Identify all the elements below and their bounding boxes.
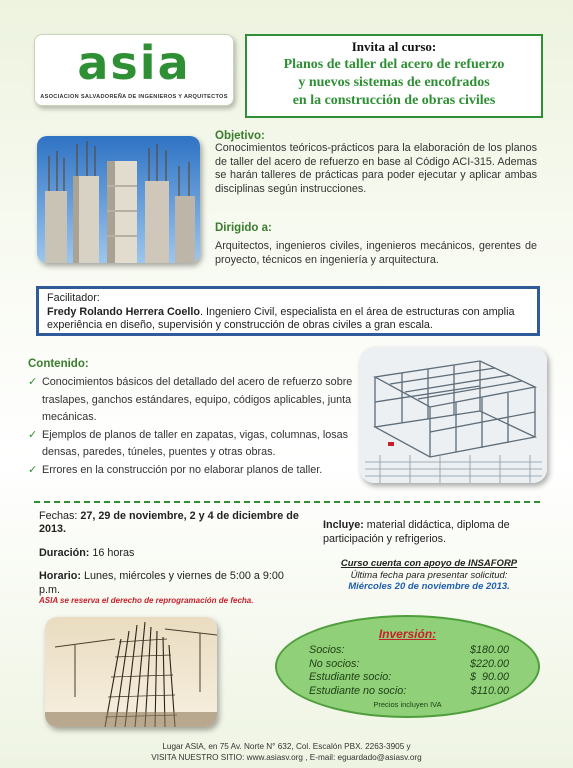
objective-heading: Objetivo: bbox=[215, 130, 265, 142]
price-row bbox=[309, 685, 509, 699]
support-sponsor: Curso cuenta con apoyo de INSAFORP bbox=[340, 558, 518, 569]
dates-info bbox=[39, 510, 309, 536]
concrete-columns-photo bbox=[37, 136, 200, 263]
audience-heading: Dirigido a: bbox=[215, 222, 272, 234]
duration-value: 16 horas bbox=[89, 547, 135, 559]
check-icon: ✓ bbox=[28, 376, 38, 388]
facilitator-text bbox=[47, 306, 529, 333]
includes-value: material didáctica, diploma de participación y refrigerios. bbox=[323, 519, 510, 545]
schedule-value: Lunes, miércoles y viernes de 5:00 a 9:00 p.m. bbox=[39, 570, 284, 596]
price-label: Estudiante no socio: bbox=[309, 684, 407, 697]
schedule-label: Horario: bbox=[39, 570, 81, 582]
title-invite: Invita al curso: bbox=[351, 39, 437, 54]
price-row bbox=[309, 658, 509, 672]
steel-structure-model-image bbox=[360, 347, 547, 483]
objective-text: Conocimientos teóricos-prácticos para la elaboración de los planos de taller del acero de refuerzo en base al Código ACI-315. Ademas se harán talleres de prácticas para poder ejecutar y aplicar ambas disciplinas según instrucciones. bbox=[215, 142, 537, 195]
course-title-line-1: Planos de taller del acero de refuerzo bbox=[283, 57, 505, 72]
pricing-ellipse bbox=[275, 615, 540, 718]
asia-logo bbox=[34, 34, 234, 106]
deadline-date: Miércoles 20 de noviembre de 2013. bbox=[348, 581, 510, 592]
check-icon: ✓ bbox=[28, 428, 38, 441]
content-item-text: Ejemplos de planos de taller en zapatas, vigas, columnas, losas densas, paredes, túneles, puentes y otras obras. bbox=[42, 428, 349, 459]
objective-section bbox=[215, 130, 537, 196]
facilitator-box bbox=[36, 286, 540, 336]
support-info bbox=[316, 558, 542, 593]
footer-address: Lugar ASIA, en 75 Av. Norte N° 632, Col. Escalón PBX. 2263-3905 y bbox=[162, 742, 411, 751]
course-title-line-3: en la construcción de obras civiles bbox=[292, 93, 496, 108]
price-value: $180.00 bbox=[469, 644, 509, 656]
audience-section bbox=[215, 222, 537, 267]
footer bbox=[0, 741, 573, 763]
includes-info bbox=[323, 518, 538, 546]
list-item bbox=[28, 427, 358, 462]
price-label: No socios: bbox=[309, 657, 360, 670]
price-label: Estudiante socio: bbox=[309, 671, 392, 683]
check-icon: ✓ bbox=[28, 463, 38, 476]
list-item bbox=[28, 374, 358, 427]
includes-label: Incluye: bbox=[323, 519, 364, 531]
pricing-table bbox=[309, 644, 509, 698]
dates-value: 27, 29 de noviembre, 2 y 4 de diciembre de 2013. bbox=[39, 510, 299, 535]
price-label: Socios: bbox=[309, 644, 345, 656]
duration-info bbox=[39, 547, 134, 559]
price-value: $220.00 bbox=[469, 657, 509, 670]
pricing-note: Precios incluyen IVA bbox=[373, 700, 442, 709]
facilitator-name: Fredy Rolando Herrera Coello bbox=[47, 305, 200, 318]
facilitator-description: . Ingeniero Civil, especialista en el área de estructuras con amplia experiência en diseño, supervisión y construcción de obras civiles a gran escala. bbox=[47, 305, 515, 331]
dates-label: Fechas: bbox=[39, 510, 78, 522]
content-list bbox=[28, 374, 358, 480]
price-row bbox=[309, 644, 509, 658]
price-value: $110.00 bbox=[470, 684, 509, 697]
footer-contact: VISITA NUESTRO SITIO: www.asiasv.org , E-mail: eguardado@asiasv.org bbox=[151, 753, 422, 762]
logo-word: asia bbox=[77, 36, 191, 90]
course-title bbox=[247, 56, 541, 110]
schedule-info bbox=[39, 569, 299, 597]
content-item-text: Errores en la construcción por no elaborar planos de taller. bbox=[42, 463, 323, 476]
section-divider bbox=[34, 501, 540, 503]
audience-text: Arquitectos, ingenieros civiles, ingenieros mecánicos, gerentes de proyecto, técnicos en ingeniería y arquitectura. bbox=[215, 240, 537, 266]
logo-subtitle: ASOCIACION SALVADOREÑA DE INGENIEROS Y ARQUITECTOS bbox=[40, 94, 228, 100]
content-item-text: Conocimientos básicos del detallado del acero de refuerzo sobre traslapes, ganchos estándares, equipo, códigos aplicables, junta mecánicas. bbox=[42, 376, 353, 424]
facilitator-label: Facilitador: bbox=[47, 292, 100, 304]
course-title-line-2: y nuevos sistemas de encofrados bbox=[298, 75, 490, 90]
reschedule-note: ASIA se reserva el derecho de reprogramación de fecha. bbox=[39, 596, 254, 605]
content-heading: Contenido: bbox=[28, 358, 89, 370]
course-title-box bbox=[245, 34, 543, 118]
pricing-title: Inversión: bbox=[378, 627, 437, 641]
rebar-cranes-photo bbox=[45, 617, 217, 727]
price-value: $ 90.00 bbox=[469, 671, 509, 683]
content-section bbox=[28, 358, 358, 480]
deadline-label: Última fecha para presentar solicitud: bbox=[350, 569, 508, 581]
list-item bbox=[28, 462, 358, 480]
price-row bbox=[309, 671, 509, 685]
duration-label: Duración: bbox=[39, 547, 90, 559]
